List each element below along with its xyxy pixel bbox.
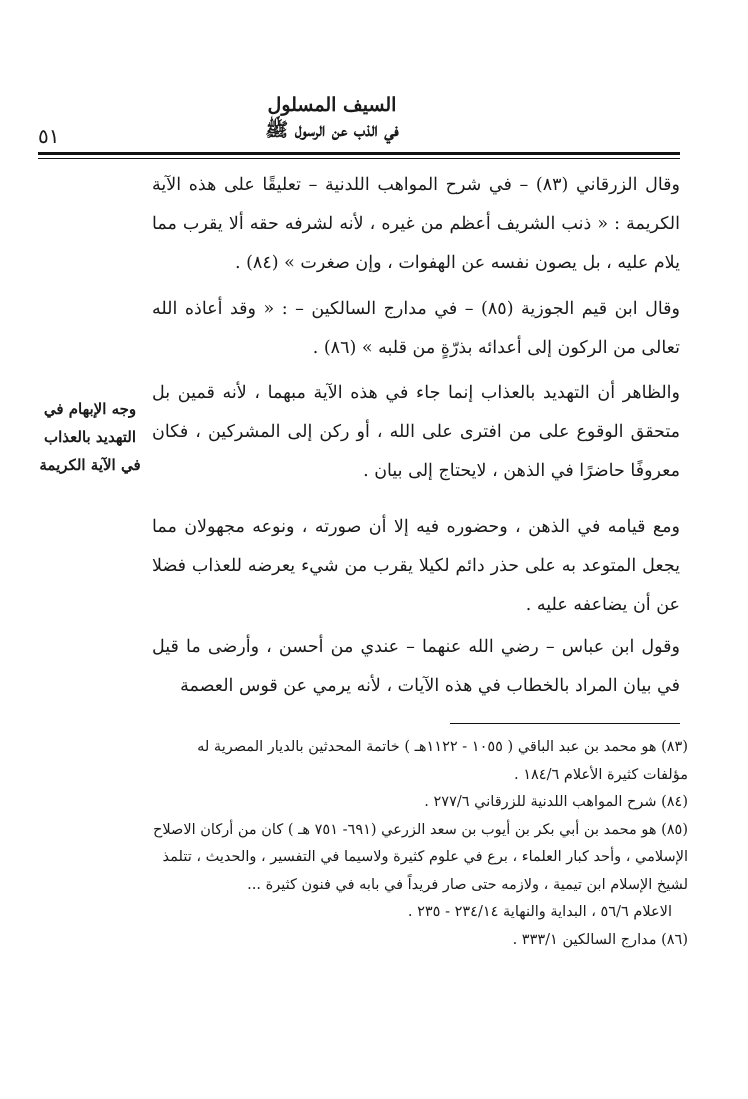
header-rule-thin bbox=[38, 158, 680, 159]
paragraph-threat: والظاهر أن التهديد بالعذاب إنما جاء في هذه الآية مبهما ، لأنه قمين بل متحقق الوقوع على من افترى على الله ، أو ركن إلى المشركين ، فكان معروفًا حاضرًا في الذهن ، لايحتاج إلى بيان . bbox=[152, 383, 680, 481]
paragraph-ibn-abbas: وقول ابن عباس – رضي الله عنهما – عندي من أحسن ، وأرضى ما قيل في بيان المراد بالخطاب في هذه الآيات ، لأنه يرمي عن قوس العصمة bbox=[152, 637, 680, 696]
footnote-86: (٨٦) مدارج السالكين ٣٣٣/١ . bbox=[512, 931, 688, 948]
paragraph-presence: ومع قيامه في الذهن ، وحضوره فيه إلا أن صورته ، ونوعه مجهولان مما يجعل المتوعد به على حذر دائم لكيلا يقرب من شيء يعرضه للعذاب فضلا عن أن يضاعفه عليه . bbox=[152, 517, 680, 615]
paragraph-zarqani: وقال الزرقاني (٨٣) – في شرح المواهب اللدنية – تعليقًا على هذه الآية الكريمة : « ذنب الشريف أعظم من غيره ، لأنه لشرفه حقه ألا يقرب مما يلام عليه ، بل يصون نفسه عن الهفوات ، وإن صغرت » (٨٤) . bbox=[152, 175, 680, 273]
footnote-85: (٨٥) هو محمد بن أبي بكر بن أيوب بن سعد الزرعي (٦٩١- ٧٥١ هـ ) كان من أركان الاصلاح الإسلامي ، وأحد كبار العلماء ، برع في علوم كثيرة ولاسيما في التفسير ، والحديث ، تتلمذ لشيخ الإسلام ابن تيمية ، ولازمه حتى صار فريداً في بابه في فنون كثيرة ... bbox=[153, 821, 688, 893]
footnote-83: (٨٣) هو محمد بن عبد الباقي ( ١٠٥٥ - ١١٢٢هـ ) خاتمة المحدثين بالديار المصرية له مؤلفات كثيرة الأعلام ١٨٤/٦ . bbox=[197, 739, 688, 783]
page-number: ٥١ bbox=[38, 124, 60, 148]
footnote-85-reference: الاعلام ٥٦/٦ ، البداية والنهاية ٢٣٤/١٤ - ٢٣٥ . bbox=[407, 904, 672, 920]
footnotes bbox=[148, 734, 688, 954]
margin-note-line2: التهديد بالعذاب bbox=[43, 428, 137, 446]
running-title-line2: في الذب عن الرسول ﷺ bbox=[265, 119, 399, 141]
margin-note-line1: وجه الإبهام في bbox=[43, 400, 137, 418]
margin-note bbox=[34, 395, 146, 479]
header-rule bbox=[38, 152, 680, 155]
running-title bbox=[212, 93, 452, 143]
footnote-84: (٨٤) شرح المواهب اللدنية للزرقاني ٢٧٧/٦ . bbox=[424, 794, 688, 810]
margin-note-line3: في الآية الكريمة bbox=[39, 456, 141, 474]
running-title-line1: السيف المسلول bbox=[267, 94, 397, 116]
paragraph-ibn-qayyim: وقال ابن قيم الجوزية (٨٥) – في مدارج السالكين – : « وقد أعاذه الله تعالى من الركون إلى أعدائه بذرّةٍ من قلبه » (٨٦) . bbox=[152, 299, 681, 358]
footnote-separator bbox=[450, 723, 680, 724]
